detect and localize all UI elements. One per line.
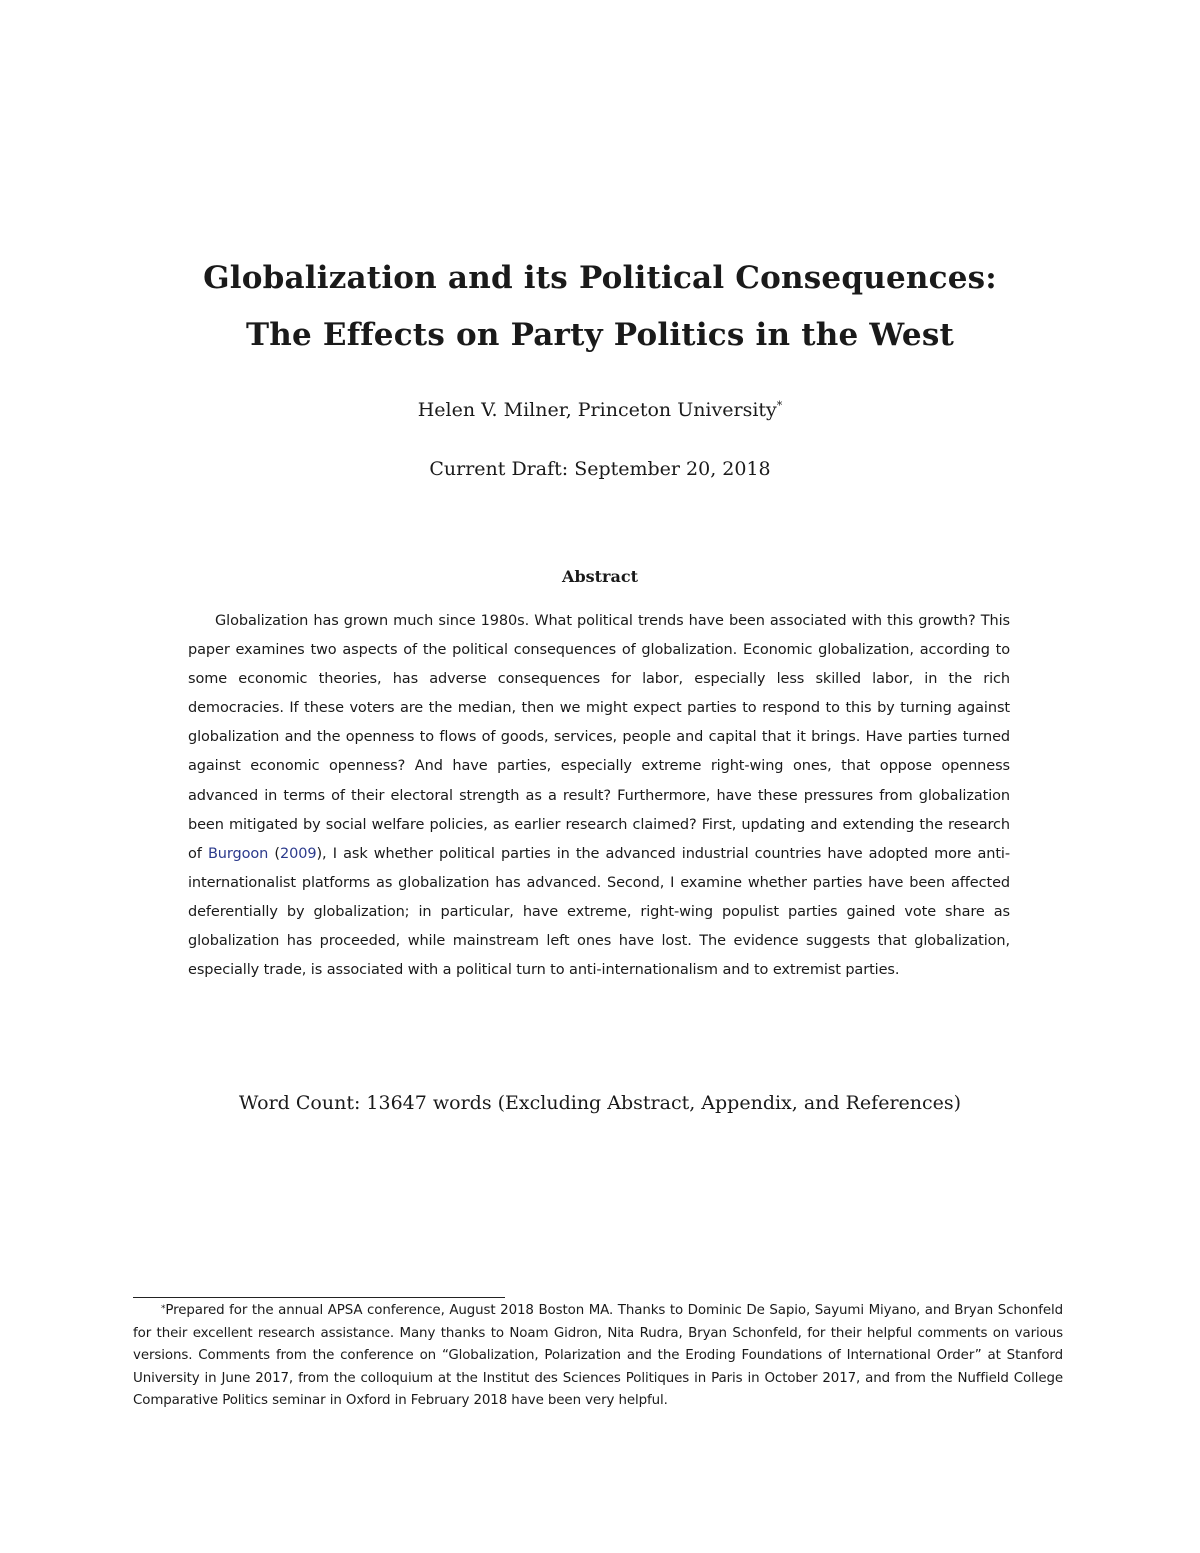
author-name: Helen V. Milner, Princeton University <box>417 399 777 421</box>
author-line <box>0 397 1200 423</box>
citation-close-paren: ) <box>316 845 323 862</box>
abstract-body <box>188 607 1010 985</box>
footnote-marker: * <box>161 1304 166 1314</box>
word-count: Word Count: 13647 words (Excluding Abstract, Appendix, and References) <box>238 1092 962 1114</box>
footnote-divider <box>133 1297 505 1298</box>
author-footnote-marker[interactable]: * <box>776 399 783 412</box>
paper-title <box>0 250 1200 364</box>
draft-date: Current Draft: September 20, 2018 <box>429 458 771 480</box>
footnote <box>133 1300 1063 1413</box>
abstract-text-part-2: , I ask whether political parties in the advanced industrial countries have adopted more anti-internationalist platforms as globalization has advanced. Second, I examine whether parties have been affected deferentially by globalization; in particular, have extreme, right-wing populist parties gained vote share as globalization has proceeded, while mainstream left ones have lost. The evidence suggests that globalization, especially trade, is associated with a political turn to anti-internationalism and to extremist parties. <box>188 845 1010 979</box>
abstract-heading: Abstract <box>562 567 638 586</box>
citation-author-link[interactable]: Burgoon <box>207 845 269 862</box>
title-line-1: Globalization and its Political Consequences: <box>203 260 997 296</box>
abstract-text-part-1: Globalization has grown much since 1980s. What political trends have been associated with this growth? This paper examines two aspects of the political consequences of globalization. Economic globalization, according to some economic theories, has adverse consequences for labor, especially less skilled labor, in the rich democracies. If these voters are the median, then we might expect parties to respond to this by turning against globalization and the openness to flows of goods, services, people and capital that it brings. Have parties turned against economic openness? And have parties, especially extreme right-wing ones, that oppose openness advanced in terms of their electoral strength as a result? Furthermore, have these pressures from globalization been mitigated by social welfare policies, as earlier research claimed? First, updating and extending the research of <box>188 613 1010 862</box>
title-line-2: The Effects on Party Politics in the West <box>245 317 954 353</box>
footnote-text: Prepared for the annual APSA conference, August 2018 Boston MA. Thanks to Dominic De Sapio, Sayumi Miyano, and Bryan Schonfeld for their excellent research assistance. Many thanks to Noam Gidron, Nita Rudra, Bryan Schonfeld, for their helpful comments on various versions. Comments from the conference on “Globalization, Polarization and the Eroding Foundations of International Order” at Stanford University in June 2017, from the colloquium at the Institut des Sciences Politiques in Paris in October 2017, and from the Nuffield College Comparative Politics seminar in Oxford in February 2018 have been very helpful. <box>133 1303 1063 1409</box>
citation-open-paren: ( <box>268 845 280 862</box>
citation-year-link[interactable]: 2009 <box>279 845 317 862</box>
